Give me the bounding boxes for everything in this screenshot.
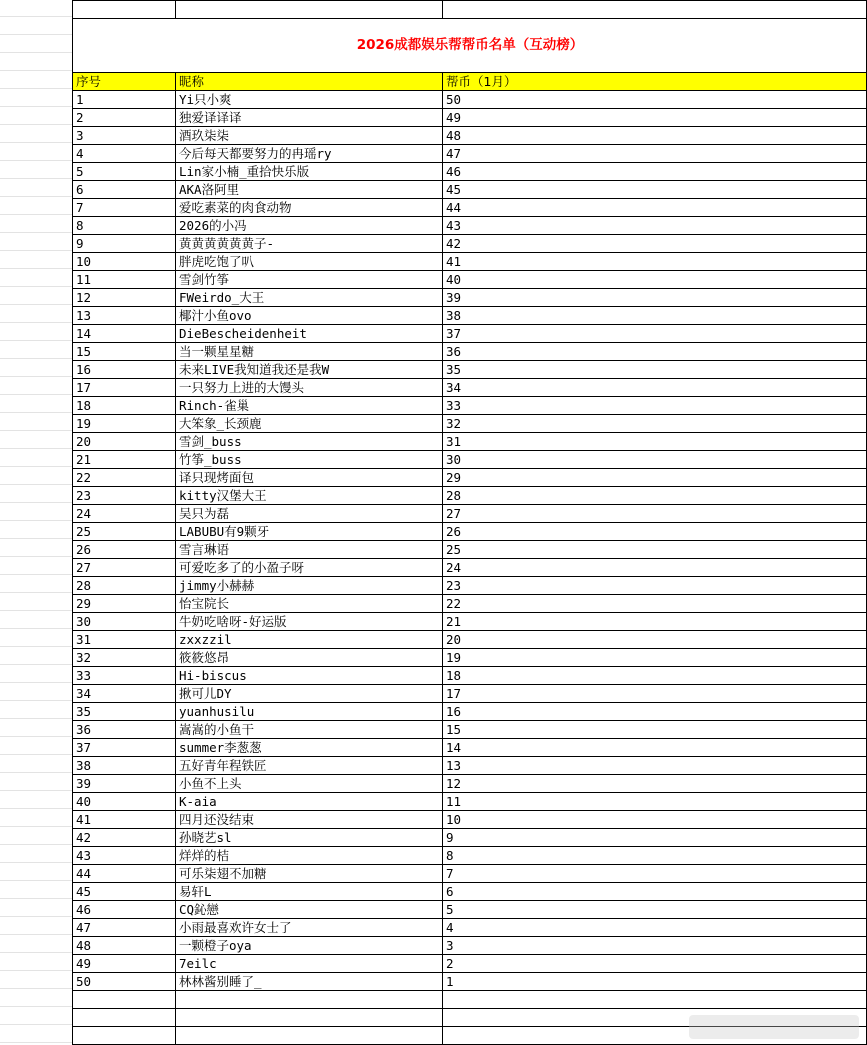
gutter-gridline (0, 880, 72, 881)
nickname-cell[interactable]: 可爱吃多了的小盈子呀 (179, 560, 305, 575)
nickname-cell[interactable]: 一只努力上进的大馒头 (179, 380, 305, 395)
column-header[interactable]: 昵称 (179, 74, 205, 89)
gutter-gridline (0, 376, 72, 377)
nickname-cell[interactable]: 黄黄黄黄黄黄子- (179, 236, 275, 251)
coin-cell[interactable]: 9 (446, 830, 454, 845)
row-index-cell[interactable]: 21 (76, 452, 92, 467)
coin-cell[interactable]: 44 (446, 200, 462, 215)
coin-cell[interactable]: 6 (446, 884, 454, 899)
coin-cell[interactable]: 47 (446, 146, 462, 161)
nickname-cell[interactable]: 雪剑竹筝 (179, 272, 230, 287)
row-index-cell[interactable]: 32 (76, 650, 92, 665)
gutter-gridline (0, 700, 72, 701)
sheet-title[interactable]: 2026成都娱乐帮帮币名单（互动榜） (356, 37, 584, 53)
gutter-gridline (0, 808, 72, 809)
nickname-cell[interactable]: Lin家小楠_重拾快乐版 (179, 164, 310, 179)
row-index-cell[interactable]: 40 (76, 794, 92, 809)
nickname-cell[interactable]: 易轩L (179, 884, 212, 899)
gutter-gridline (0, 196, 72, 197)
gutter-gridline (0, 1006, 72, 1007)
coin-cell[interactable]: 42 (446, 236, 462, 251)
row-index-cell[interactable]: 8 (76, 218, 84, 233)
nickname-cell[interactable]: 酒玖柒柒 (179, 128, 230, 143)
row-gridline (72, 1008, 867, 1009)
coin-cell[interactable]: 36 (446, 344, 462, 359)
row-index-cell[interactable]: 49 (76, 956, 92, 971)
row-index-cell[interactable]: 3 (76, 128, 84, 143)
coin-cell[interactable]: 12 (446, 776, 462, 791)
coin-cell[interactable]: 20 (446, 632, 462, 647)
coin-cell[interactable]: 41 (446, 254, 462, 269)
nickname-cell[interactable]: 雪剑_buss (179, 434, 242, 449)
gutter-gridline (0, 898, 72, 899)
row-index-cell[interactable]: 18 (76, 398, 92, 413)
nickname-cell[interactable]: 孙晓艺sl (179, 830, 232, 845)
coin-cell[interactable]: 19 (446, 650, 462, 665)
row-index-cell[interactable]: 38 (76, 758, 92, 773)
row-index-cell[interactable]: 1 (76, 92, 84, 107)
row-index-cell[interactable]: 31 (76, 632, 92, 647)
coin-cell[interactable]: 13 (446, 758, 462, 773)
coin-cell[interactable]: 29 (446, 470, 462, 485)
coin-cell[interactable]: 17 (446, 686, 462, 701)
row-index-cell[interactable]: 22 (76, 470, 92, 485)
row-index-cell[interactable]: 14 (76, 326, 92, 341)
row-index-cell[interactable]: 17 (76, 380, 92, 395)
nickname-cell[interactable]: 林林酱别睡了_ (179, 974, 262, 989)
gutter-gridline (0, 538, 72, 539)
coin-cell[interactable]: 23 (446, 578, 462, 593)
gutter-gridline (0, 970, 72, 971)
gutter-gridline (0, 628, 72, 629)
gutter-gridline (0, 34, 72, 35)
gutter-gridline (0, 520, 72, 521)
gutter-gridline (0, 466, 72, 467)
nickname-cell[interactable]: yuanhusilu (179, 704, 255, 719)
row-index-cell[interactable]: 35 (76, 704, 92, 719)
column-header[interactable]: 帮币（1月） (446, 74, 517, 89)
gutter-gridline (0, 16, 72, 17)
gutter-gridline (0, 124, 72, 125)
gutter-gridline (0, 952, 72, 953)
coin-cell[interactable]: 30 (446, 452, 462, 467)
coin-cell[interactable]: 2 (446, 956, 454, 971)
nickname-cell[interactable]: summer李葱葱 (179, 740, 262, 755)
nickname-cell[interactable]: 大笨象_长颈鹿 (179, 416, 262, 431)
row-index-cell[interactable]: 33 (76, 668, 92, 683)
row-index-cell[interactable]: 24 (76, 506, 92, 521)
nickname-cell[interactable]: 五好青年程铁匠 (179, 758, 267, 773)
nickname-cell[interactable]: 怡宝院长 (179, 596, 230, 611)
gutter-gridline (0, 160, 72, 161)
nickname-cell[interactable]: Rinch-雀巢 (179, 398, 250, 413)
gutter-gridline (0, 592, 72, 593)
nickname-cell[interactable]: DieBescheidenheit (179, 326, 307, 341)
row-index-cell[interactable]: 30 (76, 614, 92, 629)
nickname-cell[interactable]: 2026的小冯 (179, 218, 247, 233)
coin-cell[interactable]: 15 (446, 722, 462, 737)
row-index-cell[interactable]: 23 (76, 488, 92, 503)
row-index-cell[interactable]: 43 (76, 848, 92, 863)
row-index-cell[interactable]: 44 (76, 866, 92, 881)
nickname-cell[interactable]: 7eilc (179, 956, 217, 971)
row-index-cell[interactable]: 13 (76, 308, 92, 323)
row-index-cell[interactable]: 37 (76, 740, 92, 755)
gutter-gridline (0, 916, 72, 917)
gutter-gridline (0, 844, 72, 845)
nickname-cell[interactable]: AKA洛阿里 (179, 182, 240, 197)
coin-cell[interactable]: 8 (446, 848, 454, 863)
row-index-cell[interactable]: 12 (76, 290, 92, 305)
column-header[interactable]: 序号 (76, 74, 102, 89)
nickname-cell[interactable]: 可乐柒翅不加糖 (179, 866, 267, 881)
row-index-cell[interactable]: 6 (76, 182, 84, 197)
nickname-cell[interactable]: 竹筝_buss (179, 452, 242, 467)
row-index-cell[interactable]: 50 (76, 974, 92, 989)
nickname-cell[interactable]: 独爱译译译 (179, 110, 242, 125)
row-index-cell[interactable]: 10 (76, 254, 92, 269)
coin-cell[interactable]: 46 (446, 164, 462, 179)
gutter-gridline (0, 736, 72, 737)
coin-cell[interactable]: 1 (446, 974, 454, 989)
gutter-gridline (0, 430, 72, 431)
nickname-cell[interactable]: CQ鈊戀 (179, 902, 220, 917)
coin-cell[interactable]: 39 (446, 290, 462, 305)
gutter-gridline (0, 1042, 72, 1043)
coin-cell[interactable]: 10 (446, 812, 462, 827)
coin-cell[interactable]: 31 (446, 434, 462, 449)
gutter-gridline (0, 358, 72, 359)
gutter-gridline (0, 484, 72, 485)
row-index-cell[interactable]: 16 (76, 362, 92, 377)
coin-cell[interactable]: 21 (446, 614, 462, 629)
coin-cell[interactable]: 50 (446, 92, 462, 107)
gutter-gridline (0, 646, 72, 647)
gutter-gridline (0, 772, 72, 773)
row-index-cell[interactable]: 41 (76, 812, 92, 827)
nickname-cell[interactable]: 译只现烤面包 (179, 470, 255, 485)
gutter-gridline (0, 988, 72, 989)
gutter-gridline (0, 340, 72, 341)
nickname-cell[interactable]: 雪言琳语 (179, 542, 230, 557)
coin-cell[interactable]: 18 (446, 668, 462, 683)
nickname-cell[interactable]: zxxzzil (179, 632, 232, 647)
nickname-cell[interactable]: jimmy小赫赫 (179, 578, 255, 593)
coin-cell[interactable]: 38 (446, 308, 462, 323)
nickname-cell[interactable]: 一颗橙子oya (179, 938, 252, 953)
nickname-cell[interactable]: 四月还没结束 (179, 812, 255, 827)
gutter-gridline (0, 862, 72, 863)
gutter-gridline (0, 286, 72, 287)
row-index-cell[interactable]: 42 (76, 830, 92, 845)
gutter-gridline (0, 754, 72, 755)
nickname-cell[interactable]: 胖虎吃饱了叭 (179, 254, 255, 269)
gutter-gridline (0, 574, 72, 575)
nickname-cell[interactable]: 筱筱悠昂 (179, 650, 230, 665)
coin-cell[interactable]: 22 (446, 596, 462, 611)
gutter-gridline (0, 664, 72, 665)
gutter-gridline (0, 412, 72, 413)
gutter-gridline (0, 1024, 72, 1025)
nickname-cell[interactable]: 爱吃素菜的肉食动物 (179, 200, 292, 215)
gutter-gridline (0, 718, 72, 719)
row-index-cell[interactable]: 47 (76, 920, 92, 935)
nickname-cell[interactable]: 椰汁小鱼ovo (179, 308, 252, 323)
nickname-cell[interactable]: FWeirdo_大王 (179, 290, 265, 305)
watermark-badge (689, 1015, 859, 1039)
coin-cell[interactable]: 24 (446, 560, 462, 575)
coin-cell[interactable]: 16 (446, 704, 462, 719)
nickname-cell[interactable]: 当一颗星星糖 (179, 344, 255, 359)
gutter-gridline (0, 232, 72, 233)
row-index-cell[interactable]: 29 (76, 596, 92, 611)
gutter-gridline (0, 826, 72, 827)
row-index-cell[interactable]: 46 (76, 902, 92, 917)
coin-cell[interactable]: 49 (446, 110, 462, 125)
gutter-gridline (0, 178, 72, 179)
row-index-cell[interactable]: 4 (76, 146, 84, 161)
nickname-cell[interactable]: 小雨最喜欢许女士了 (179, 920, 292, 935)
row-index-cell[interactable]: 15 (76, 344, 92, 359)
gutter-gridline (0, 556, 72, 557)
coin-cell[interactable]: 28 (446, 488, 462, 503)
row-index-cell[interactable]: 28 (76, 578, 92, 593)
coin-cell[interactable]: 37 (446, 326, 462, 341)
row-index-cell[interactable]: 11 (76, 272, 92, 287)
gutter-gridline (0, 934, 72, 935)
nickname-cell[interactable]: 吴只为磊 (179, 506, 230, 521)
gutter-gridline (0, 268, 72, 269)
row-index-cell[interactable]: 27 (76, 560, 92, 575)
coin-cell[interactable]: 43 (446, 218, 462, 233)
coin-cell[interactable]: 48 (446, 128, 462, 143)
nickname-cell[interactable]: 嵩嵩的小鱼干 (179, 722, 255, 737)
nickname-cell[interactable]: LABUBU有9颗牙 (179, 524, 270, 539)
gutter-gridline (0, 610, 72, 611)
row-index-cell[interactable]: 48 (76, 938, 92, 953)
nickname-cell[interactable]: kitty汉堡大王 (179, 488, 267, 503)
coin-cell[interactable]: 14 (446, 740, 462, 755)
nickname-cell[interactable]: Yi只小爽 (179, 92, 232, 107)
coin-cell[interactable]: 4 (446, 920, 454, 935)
row-index-cell[interactable]: 20 (76, 434, 92, 449)
nickname-cell[interactable]: 牛奶吃啥呀-好运版 (179, 614, 287, 629)
gutter-gridline (0, 304, 72, 305)
gutter-gridline (0, 790, 72, 791)
nickname-cell[interactable]: 揪可儿DY (179, 686, 232, 701)
coin-cell[interactable]: 40 (446, 272, 462, 287)
gutter-gridline (0, 70, 72, 71)
gutter-gridline (0, 88, 72, 89)
row-gridline (72, 0, 867, 1)
coin-cell[interactable]: 35 (446, 362, 462, 377)
nickname-cell[interactable]: 烊烊的桔 (179, 848, 230, 863)
row-index-cell[interactable]: 7 (76, 200, 84, 215)
coin-cell[interactable]: 45 (446, 182, 462, 197)
gutter-gridline (0, 448, 72, 449)
coin-cell[interactable]: 5 (446, 902, 454, 917)
row-index-cell[interactable]: 5 (76, 164, 84, 179)
coin-cell[interactable]: 11 (446, 794, 462, 809)
gutter-gridline (0, 106, 72, 107)
nickname-cell[interactable]: 未来LIVE我知道我还是我W (179, 362, 330, 377)
row-index-cell[interactable]: 34 (76, 686, 92, 701)
gutter-gridline (0, 142, 72, 143)
coin-cell[interactable]: 32 (446, 416, 462, 431)
nickname-cell[interactable]: 小鱼不上头 (179, 776, 242, 791)
gutter-gridline (0, 214, 72, 215)
nickname-cell[interactable]: Hi-biscus (179, 668, 247, 683)
gutter-gridline (0, 52, 72, 53)
gutter-gridline (0, 250, 72, 251)
row-index-cell[interactable]: 39 (76, 776, 92, 791)
coin-cell[interactable]: 33 (446, 398, 462, 413)
gutter-gridline (0, 682, 72, 683)
row-index-cell[interactable]: 2 (76, 110, 84, 125)
coin-cell[interactable]: 25 (446, 542, 462, 557)
coin-cell[interactable]: 27 (446, 506, 462, 521)
row-index-cell[interactable]: 19 (76, 416, 92, 431)
coin-cell[interactable]: 34 (446, 380, 462, 395)
row-index-cell[interactable]: 36 (76, 722, 92, 737)
row-index-cell[interactable]: 45 (76, 884, 92, 899)
nickname-cell[interactable]: 今后每天都要努力的冉瑶ry (179, 146, 332, 161)
row-index-cell[interactable]: 26 (76, 542, 92, 557)
row-index-cell[interactable]: 9 (76, 236, 84, 251)
gutter-gridline (0, 322, 72, 323)
coin-cell[interactable]: 7 (446, 866, 454, 881)
coin-cell[interactable]: 26 (446, 524, 462, 539)
gutter-gridline (0, 394, 72, 395)
gutter-gridline (0, 502, 72, 503)
row-index-cell[interactable]: 25 (76, 524, 92, 539)
coin-cell[interactable]: 3 (446, 938, 454, 953)
nickname-cell[interactable]: K-aia (179, 794, 217, 809)
